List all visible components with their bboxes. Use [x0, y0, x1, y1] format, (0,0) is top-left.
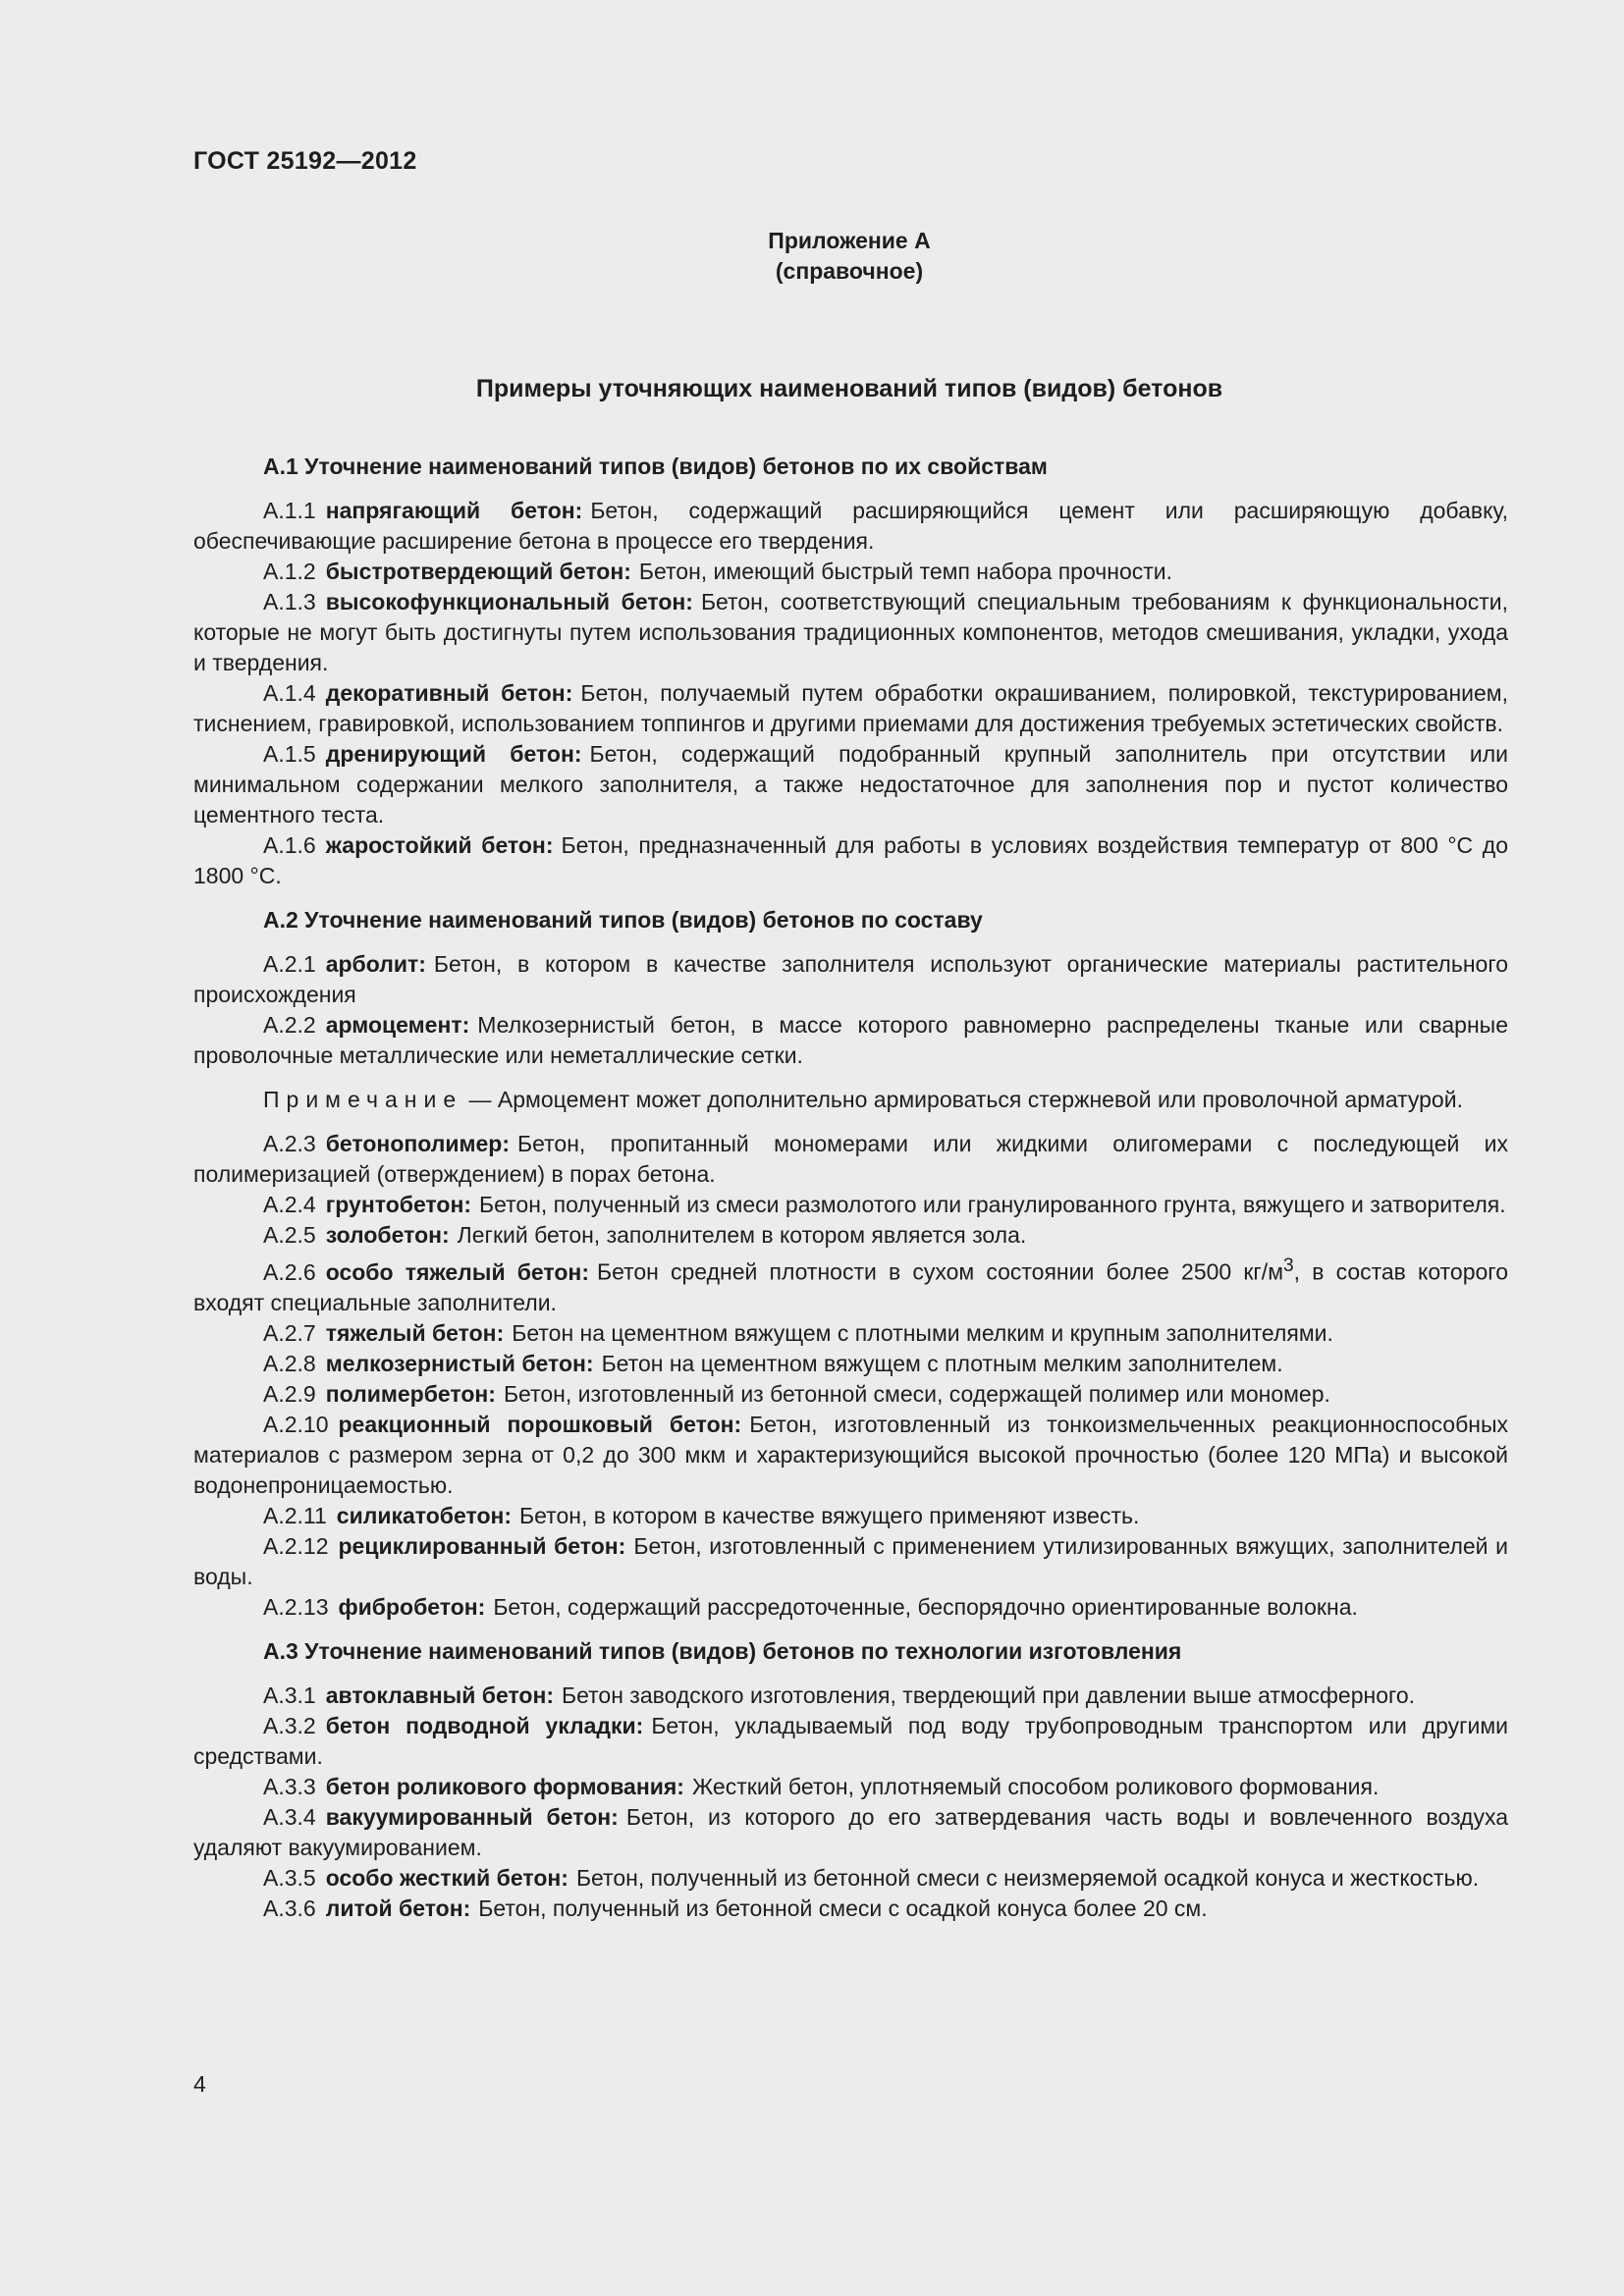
- definition-item: А.2.6 особо тяжелый бетон: Бетон средней плотности в сухом состоянии более 2500 $кг/м^3$, в состав которого входят специальные заполнители.: [193, 1255, 1508, 1315]
- definition-item: А.2.8 мелкозернистый бетон: Бетон на цементном вяжущем с плотным мелким заполнителем.: [263, 1350, 1283, 1376]
- definition-item: А.2.4 грунтобетон: Бетон, полученный из смеси размолотого или гранулированного грунта, вяжущего и затворителя.: [263, 1192, 1506, 1217]
- note-label: Примечание: [263, 1087, 463, 1112]
- definition-item: А.2.13 фибробетон: Бетон, содержащий рассредоточенные, беспорядочно ориентированные волокна.: [263, 1593, 1358, 1620]
- definition-item: А.2.1 арболит: Бетон, в котором в качестве заполнителя используют органические материалы растительного происхождения: [193, 951, 1508, 1007]
- definition-item: А.1.3 высокофункциональный бетон: Бетон, соответствующий специальным требованиям к функциональности, которые не могут быть достигнуты путем использования традиционных компонентов, методов смешивания, укладки, ухода и твердения.: [193, 589, 1508, 675]
- definition-item: А.1.6 жаростойкий бетон: Бетон, предназначенный для работы в условиях воздействия температур от 800 °С до 1800 °С.: [193, 832, 1508, 888]
- appendix-label: Приложение А: [768, 228, 931, 253]
- definition-item: А.2.11 силикатобетон: Бетон, в котором в качестве вяжущего применяют известь.: [263, 1502, 1140, 1528]
- note-text: — Армоцемент может дополнительно армироваться стержневой или проволочной арматурой.: [468, 1087, 1463, 1112]
- definition-item: А.1.2 быстротвердеющий бетон: Бетон, имеющий быстрый темп набора прочности.: [263, 559, 1173, 584]
- definition-item: А.2.12 рециклированный бетон: Бетон, изготовленный с применением утилизированных вяжущих, заполнителей и воды.: [193, 1532, 1508, 1589]
- appendix-type: (справочное): [775, 258, 924, 284]
- section-heading-a1: А.1 Уточнение наименований типов (видов) бетонов по их свойствам: [263, 454, 1048, 479]
- page-number: 4: [193, 2071, 206, 2097]
- content-body: [193, 452, 1508, 1924]
- definition-item: А.3.3 бетон роликового формования: Жесткий бетон, уплотняемый способом роликового формования.: [263, 1773, 1380, 1799]
- section-heading-a2: А.2 Уточнение наименований типов (видов) бетонов по составу: [263, 907, 983, 933]
- definition-item: А.3.2 бетон подводной укладки: Бетон, укладываемый под воду трубопроводным транспортом или другими средствами.: [193, 1712, 1509, 1769]
- definition-item: А.3.4 вакуумированный бетон: Бетон, из которого до его затвердевания часть воды и вовлеченного воздуха удаляют вакуумированием.: [193, 1803, 1508, 1860]
- appendix-block: [0, 226, 1624, 287]
- definition-item: А.1.4 декоративный бетон: Бетон, получаемый путем обработки окрашиванием, полировкой, текстурированием, тиснением, гравировкой, использованием топпингов и другими приемами для достижения требуемых эстетических свойств.: [193, 680, 1508, 736]
- definition-item: А.2.10 реакционный порошковый бетон: Бетон, изготовленный из тонкоизмельченных реакционноспособных материалов с размером зерна от 0,2 до 300 мкм и характеризующийся высокой прочностью (более 120 МПа) и высокой водонепроницаемостью.: [193, 1411, 1508, 1498]
- definition-item: А.3.6 литой бетон: Бетон, полученный из бетонной смеси с осадкой конуса более 20 см.: [263, 1895, 1208, 1921]
- definition-item: А.2.9 полимербетон: Бетон, изготовленный из бетонной смеси, содержащей полимер или мономер.: [263, 1380, 1330, 1407]
- definition-item: А.2.7 тяжелый бетон: Бетон на цементном вяжущем с плотными мелким и крупным заполнителями.: [263, 1319, 1333, 1346]
- definition-item: А.2.5 золобетон: Легкий бетон, заполнителем в котором является зола.: [263, 1222, 1027, 1248]
- definition-item: А.3.1 автоклавный бетон: Бетон заводского изготовления, твердеющий при давлении выше атмосферного.: [263, 1682, 1416, 1708]
- section-heading-a3: А.3 Уточнение наименований типов (видов) бетонов по технологии изготовления: [263, 1637, 1182, 1664]
- definition-item: А.1.5 дренирующий бетон: Бетон, содержащий подобранный крупный заполнитель при отсутствии или минимальном содержании мелкого заполнителя, а также недостаточное для заполнения пор и пустот количество цементного теста.: [193, 741, 1509, 828]
- note-block: [193, 1085, 1508, 1115]
- standard-header: ГОСТ 25192—2012: [193, 147, 417, 175]
- definition-item: А.2.2 армоцемент: Мелкозернистый бетон, в массе которого равномерно распределены тканые или сварные проволочные металлические или неметаллические сетки.: [193, 1012, 1508, 1068]
- definition-item: А.1.1 напрягающий бетон: Бетон, содержащий расширяющийся цемент или расширяющую добавку, обеспечивающие расширение бетона в процессе его твердения.: [193, 498, 1508, 554]
- definition-item: А.3.5 особо жесткий бетон: Бетон, полученный из бетонной смеси с неизмеряемой осадкой конуса и жесткостью.: [263, 1864, 1480, 1891]
- document-title: Примеры уточняющих наименований типов (видов) бетонов: [475, 375, 1223, 402]
- definition-item: А.2.3 бетонополимер: Бетон, пропитанный мономерами или жидкими олигомерами с последующей их полимеризацией (отверждением) в порах бетона.: [193, 1131, 1508, 1187]
